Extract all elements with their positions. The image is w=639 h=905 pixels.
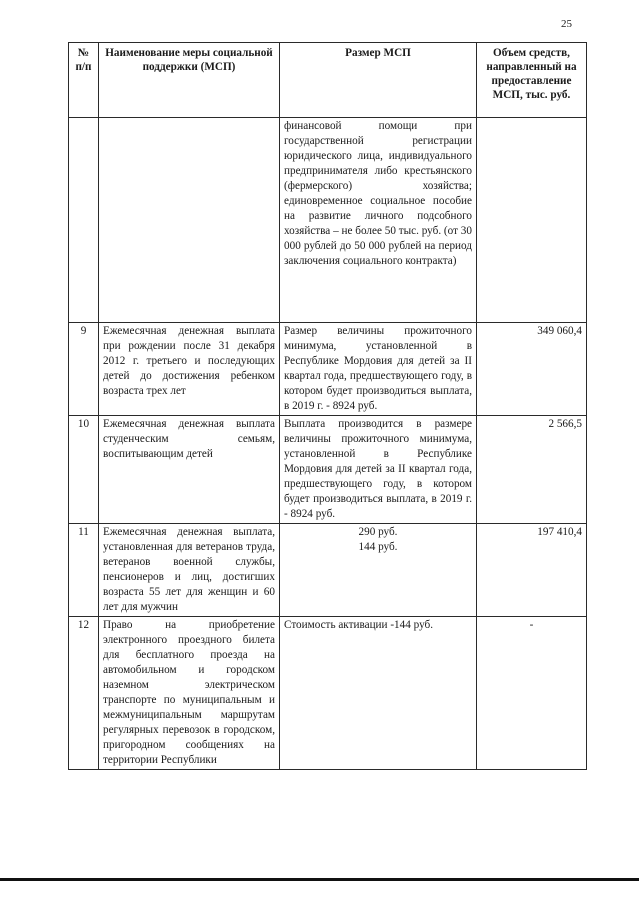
row-name: Ежемесячная денежная выплата, установленная для ветеранов труда, ветеранов военной службы, пенсионеров и лиц, достигших возраста 55 лет для женщин и 60 лет для мужчин — [99, 524, 280, 617]
row-name — [99, 118, 280, 323]
table-row-12 — [69, 617, 587, 770]
row-size — [280, 524, 477, 617]
row-name: Ежемесячная денежная выплата при рождении после 31 декабря 2012 г. третьего и последующих детей до достижения ребенком возраста трех лет — [99, 323, 280, 416]
header-num: № п/п — [69, 43, 99, 118]
header-name: Наименование меры социальной поддержки (МСП) — [99, 43, 280, 118]
row-num — [69, 118, 99, 323]
row-num: 9 — [69, 323, 99, 416]
row-size: Размер величины прожиточного минимума, установленной в Республике Мордовия для детей за II квартал года, предшествующего году, в котором будет производиться выплата, в 2019 г. - 8924 руб. — [280, 323, 477, 416]
row-volume: 349 060,4 — [477, 323, 587, 416]
row-size: финансовой помощи при государственной регистрации юридического лица, индивидуального предпринимателя либо крестьянского (фермерского) хозяйства; единовременное социальное пособие на развитие личного подсобного хозяйства – не более 50 тыс. руб. (от 30 000 рублей до 50 000 рублей на период заключения социального контракта) — [280, 118, 477, 323]
header-volume: Объем средств, направленный на предоставление МСП, тыс. руб. — [477, 43, 587, 118]
row-volume — [477, 118, 587, 323]
row-num: 11 — [69, 524, 99, 617]
header-size: Размер МСП — [280, 43, 477, 118]
row-volume: - — [477, 617, 587, 770]
row-num: 12 — [69, 617, 99, 770]
row-volume: 197 410,4 — [477, 524, 587, 617]
table-row-continuation — [69, 118, 587, 323]
row-num: 10 — [69, 416, 99, 524]
row-name: Ежемесячная денежная выплата студенческим семьям, воспитывающим детей — [99, 416, 280, 524]
table-row-10 — [69, 416, 587, 524]
table-header-row — [69, 43, 587, 118]
row-size-line1: 290 руб. — [358, 526, 398, 538]
msp-table — [68, 42, 587, 770]
bottom-rule — [0, 878, 639, 881]
table-row-9 — [69, 323, 587, 416]
table-row-11 — [69, 524, 587, 617]
page-number: 25 — [561, 18, 572, 30]
row-size: Стоимость активации -144 руб. — [280, 617, 477, 770]
row-name: Право на приобретение электронного проездного билета для бесплатного проезда на автомобильном и городском наземном электрическом транспорте по муниципальным и межмуниципальным маршрутам регулярных перевозок в городском, пригородном сообщениях на территории Республики — [99, 617, 280, 770]
row-size-line2: 144 руб. — [358, 541, 398, 553]
row-volume: 2 566,5 — [477, 416, 587, 524]
row-size: Выплата производится в размере величины прожиточного минимума, установленной в Республике Мордовия для детей за II квартал года, предшествующего году, в котором будет производиться выплата, в 2019 г. - 8924 руб. — [280, 416, 477, 524]
